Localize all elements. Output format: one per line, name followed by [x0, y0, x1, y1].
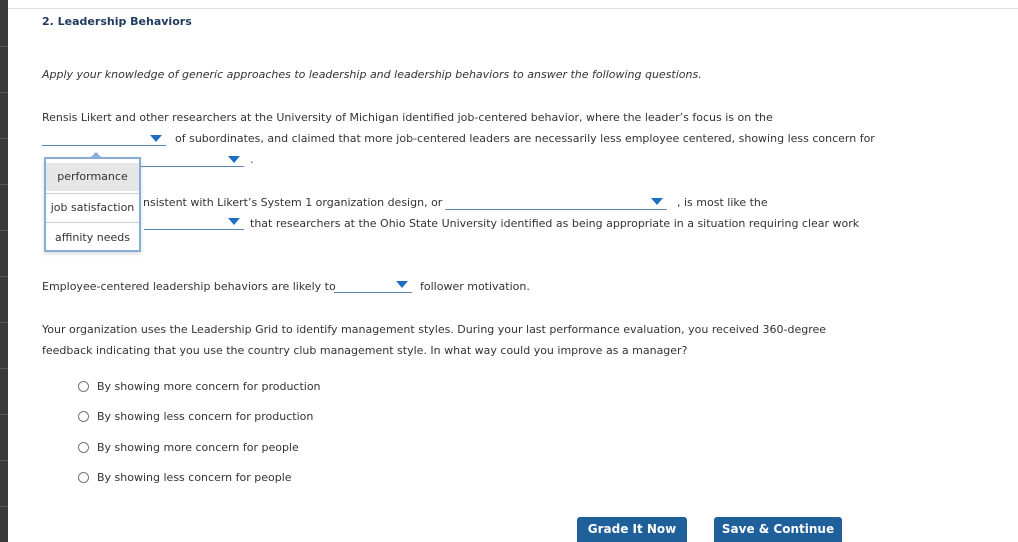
chevron-down-icon [150, 135, 162, 142]
grade-it-now-button[interactable]: Grade It Now [577, 517, 687, 542]
left-edge-tick [0, 368, 8, 369]
p1-line2: of subordinates, and claimed that more job-centered leaders are necessarily less employee centered, showing less concern for [175, 132, 875, 145]
radio-button[interactable] [78, 472, 89, 483]
dropdown-list [44, 157, 141, 252]
radio-button[interactable] [78, 442, 89, 453]
p2-line1-part: nsistent with Likert’s System 1 organization design, or [143, 196, 443, 209]
top-divider [8, 8, 1018, 9]
select-leadership-style[interactable] [445, 195, 667, 210]
chevron-down-icon [396, 281, 408, 288]
p3-before-select: Employee-centered leadership behaviors are likely to [42, 280, 336, 293]
left-edge-tick [0, 460, 8, 461]
question-instructions: Apply your knowledge of generic approaches to leadership and leadership behaviors to answer the following questions. [42, 68, 702, 81]
question-title: 2. Leadership Behaviors [42, 15, 192, 28]
left-edge-panel [0, 0, 8, 542]
left-edge-tick [0, 46, 8, 47]
q2-line1: Your organization uses the Leadership Grid to identify management styles. During your last performance evaluation, you received 360-degree [42, 323, 827, 336]
dropdown-pointer [90, 152, 102, 158]
left-edge-tick [0, 506, 8, 507]
chevron-down-icon [228, 218, 240, 225]
chevron-down-icon [651, 198, 663, 205]
p2-line1-end: , is most like the [677, 196, 768, 209]
p2-line2: that researchers at the Ohio State University identified as being appropriate in a situation requiring clear work [250, 217, 860, 230]
chevron-down-icon [228, 156, 240, 163]
dropdown-option[interactable]: job satisfaction [46, 193, 139, 223]
left-edge-tick [0, 230, 8, 231]
left-edge-tick [0, 276, 8, 277]
q2-line2: feedback indicating that you use the country club management style. In what way could you improve as a manager? [42, 344, 688, 357]
select-concern-for[interactable] [138, 152, 244, 167]
left-edge-tick [0, 322, 8, 323]
radio-label: By showing less concern for production [97, 410, 314, 423]
select-motivation-effect[interactable] [334, 278, 412, 293]
save-continue-button[interactable]: Save & Continue [714, 517, 842, 542]
p3-after-select: follower motivation. [420, 280, 530, 293]
radio-label: By showing more concern for production [97, 380, 321, 393]
radio-label: By showing less concern for people [97, 471, 292, 484]
radio-button[interactable] [78, 381, 89, 392]
p1-line1: Rensis Likert and other researchers at the University of Michigan identified job-centered behavior, where the leader’s focus is on the [42, 111, 773, 124]
left-edge-tick [0, 414, 8, 415]
radio-button[interactable] [78, 411, 89, 422]
left-edge-tick [0, 92, 8, 93]
p1-line3-end: . [250, 153, 254, 166]
dropdown-option[interactable]: performance [46, 163, 139, 191]
dropdown-option[interactable]: affinity needs [55, 231, 130, 244]
radio-label: By showing more concern for people [97, 441, 299, 454]
select-leader-focus[interactable] [42, 131, 166, 146]
left-edge-tick [0, 138, 8, 139]
select-ohio-behavior[interactable] [144, 215, 244, 230]
left-edge-tick [0, 184, 8, 185]
